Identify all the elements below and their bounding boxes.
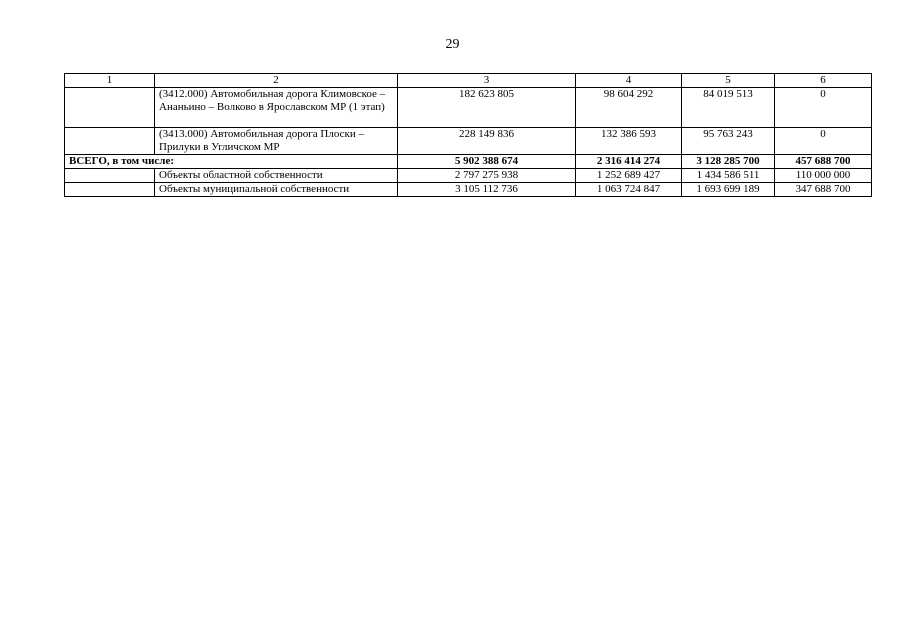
value-cell-4: 132 386 593 xyxy=(576,128,682,155)
column-header-1: 1 xyxy=(65,74,155,88)
object-name-cell: (3413.000) Автомобильная дорога Плоски – Прилуки в Угличском МР xyxy=(155,128,398,155)
total-value-5: 3 128 285 700 xyxy=(682,155,775,169)
table-row xyxy=(65,88,872,128)
page-number: 29 xyxy=(445,37,460,52)
total-row xyxy=(65,155,872,169)
subtotal-value-3: 2 797 275 938 xyxy=(398,169,576,183)
total-value-6: 457 688 700 xyxy=(775,155,872,169)
subtotal-value-4: 1 063 724 847 xyxy=(576,183,682,197)
value-cell-4: 98 604 292 xyxy=(576,88,682,128)
value-cell-5: 84 019 513 xyxy=(682,88,775,128)
subtotal-value-5: 1 434 586 511 xyxy=(682,169,775,183)
total-value-4: 2 316 414 274 xyxy=(576,155,682,169)
subtotal-row xyxy=(65,169,872,183)
subtotal-value-6: 110 000 000 xyxy=(775,169,872,183)
total-value-3: 5 902 388 674 xyxy=(398,155,576,169)
subtotal-name-cell: Объекты областной собственности xyxy=(155,169,398,183)
row-code-cell xyxy=(65,183,155,197)
column-header-2: 2 xyxy=(155,74,398,88)
column-header-4: 4 xyxy=(576,74,682,88)
row-code-cell xyxy=(65,88,155,128)
value-cell-5: 95 763 243 xyxy=(682,128,775,155)
value-cell-6: 0 xyxy=(775,128,872,155)
subtotal-value-4: 1 252 689 427 xyxy=(576,169,682,183)
column-header-6: 6 xyxy=(775,74,872,88)
row-code-cell xyxy=(65,128,155,155)
subtotal-row xyxy=(65,183,872,197)
value-cell-3: 228 149 836 xyxy=(398,128,576,155)
table-header-row xyxy=(65,74,872,88)
column-header-5: 5 xyxy=(682,74,775,88)
subtotal-name-cell: Объекты муниципальной собственности xyxy=(155,183,398,197)
subtotal-value-6: 347 688 700 xyxy=(775,183,872,197)
subtotal-value-3: 3 105 112 736 xyxy=(398,183,576,197)
value-cell-3: 182 623 805 xyxy=(398,88,576,128)
table-row xyxy=(65,128,872,155)
total-label: ВСЕГО, в том числе: xyxy=(65,155,398,169)
column-header-3: 3 xyxy=(398,74,576,88)
object-name-cell: (3412.000) Автомобильная дорога Климовское – Ананьино – Волково в Ярославском МР (1 этап) xyxy=(155,88,398,128)
budget-table xyxy=(64,73,872,197)
row-code-cell xyxy=(65,169,155,183)
subtotal-value-5: 1 693 699 189 xyxy=(682,183,775,197)
value-cell-6: 0 xyxy=(775,88,872,128)
